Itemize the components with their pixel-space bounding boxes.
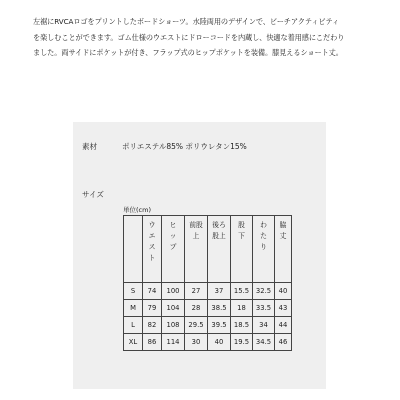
size-table: [123, 215, 292, 351]
size-cell: 15.5: [231, 283, 253, 300]
description-line-2: を楽しむことができます。ゴム仕様のウエストにドローコードを内蔵し、快適な着用感にこだわり: [33, 32, 345, 42]
size-table-header: [124, 216, 292, 283]
size-row-m: [124, 300, 292, 317]
header-thigh: わ た り: [253, 216, 275, 283]
header-front-rise: 前股 上: [185, 216, 208, 283]
size-cell: 40: [275, 283, 292, 300]
material-value: ポリエステル85% ポリウレタン15%: [122, 142, 247, 151]
size-cell: 43: [275, 300, 292, 317]
size-cell: 32.5: [253, 283, 275, 300]
size-cell: 46: [275, 334, 292, 351]
size-cell: 18: [231, 300, 253, 317]
size-cell: 18.5: [231, 317, 253, 334]
size-cell: 114: [162, 334, 185, 351]
material-label: 素材: [82, 142, 97, 151]
spec-panel: [73, 122, 326, 389]
header-inseam: 股 下: [231, 216, 253, 283]
size-name: S: [124, 283, 143, 300]
header-corner: [124, 216, 143, 283]
product-description: [33, 14, 378, 61]
size-row-xl: [124, 334, 292, 351]
header-hip: ヒ ッ プ: [162, 216, 185, 283]
size-cell: 34: [253, 317, 275, 334]
size-cell: 108: [162, 317, 185, 334]
size-cell: 44: [275, 317, 292, 334]
header-side-length: 脇 丈: [275, 216, 292, 283]
size-cell: 27: [185, 283, 208, 300]
size-row-l: [124, 317, 292, 334]
size-name: L: [124, 317, 143, 334]
size-name: M: [124, 300, 143, 317]
size-cell: 19.5: [231, 334, 253, 351]
size-cell: 39.5: [208, 317, 231, 334]
unit-label: 単位(cm): [123, 206, 151, 214]
size-cell: 86: [143, 334, 162, 351]
size-cell: 100: [162, 283, 185, 300]
size-row-s: [124, 283, 292, 300]
size-name: XL: [124, 334, 143, 351]
size-cell: 38.5: [208, 300, 231, 317]
size-cell: 34.5: [253, 334, 275, 351]
size-cell: 33.5: [253, 300, 275, 317]
size-cell: 104: [162, 300, 185, 317]
description-line-3: ました。両サイドにポケットが付き、フラップ式のヒップポケットを装備。膝見えるショート丈。: [33, 48, 343, 57]
size-cell: 28: [185, 300, 208, 317]
header-back-rise: 後ろ 股上: [208, 216, 231, 283]
size-cell: 82: [143, 317, 162, 334]
size-cell: 30: [185, 334, 208, 351]
size-cell: 74: [143, 283, 162, 300]
header-waist: ウ エ ス ト: [143, 216, 162, 283]
size-cell: 40: [208, 334, 231, 351]
size-cell: 37: [208, 283, 231, 300]
size-cell: 29.5: [185, 317, 208, 334]
description-line-1: 左裾にRVCAロゴをプリントしたボードショーツ。水陸両用のデザインで、ビーチアクティビティ: [33, 17, 340, 26]
size-cell: 79: [143, 300, 162, 317]
size-label: サイズ: [82, 190, 104, 199]
